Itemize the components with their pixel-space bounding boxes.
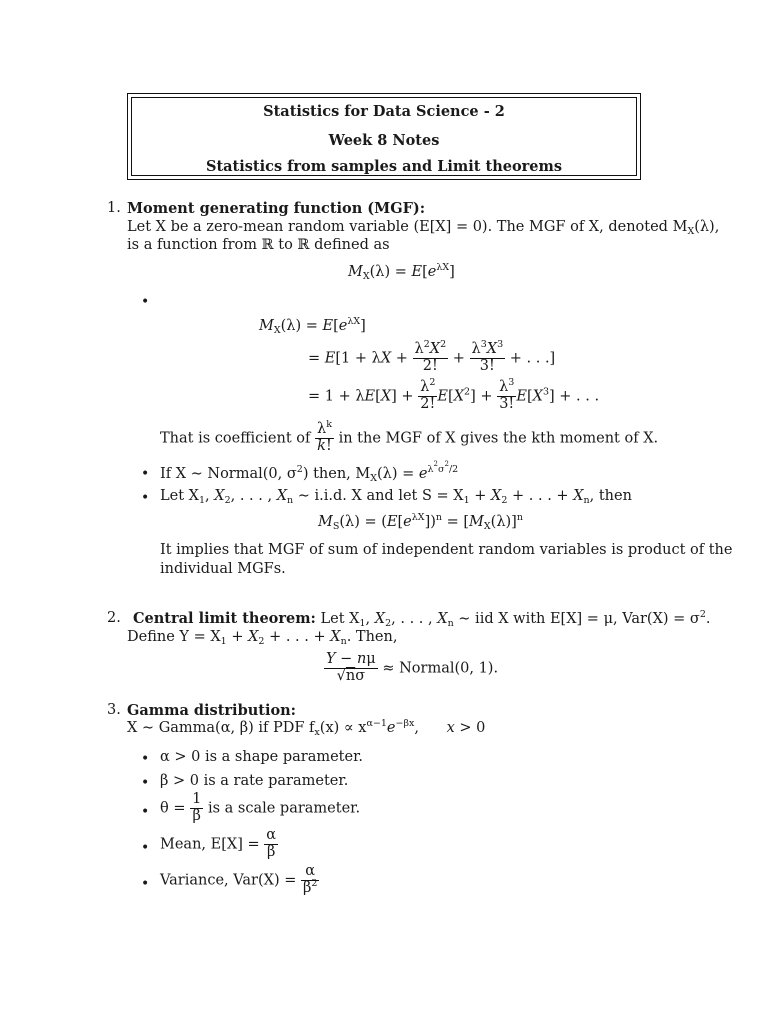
rate-parameter-bullet: β > 0 is a rate parameter.	[160, 773, 349, 789]
course-title: Statistics for Data Science - 2	[263, 103, 505, 120]
section-number-1: 1.	[107, 200, 121, 216]
bullet: •	[141, 804, 150, 820]
bullet: •	[141, 751, 150, 767]
section-number-2: 2.	[107, 610, 121, 626]
sum-note-line1: It implies that MGF of sum of independent random variables is product of the	[160, 542, 733, 558]
mean-bullet: Mean, E[X] = $\frac{\alpha}{\beta}$	[160, 827, 277, 860]
kth-moment-note: That is coefficient of $\frac{\lambda^k}{k!}$ in the MGF of X gives the kth moment of X.	[160, 419, 659, 454]
mgf-expansion-line2: = E[1 + λX + $\frac{\lambda^2X^2}{2!}$ + $\frac{\lambda^3X^3}{3!}$ + . . .]	[308, 339, 556, 374]
bullet: •	[141, 840, 150, 856]
mgf-intro-line2: is a function from ℝ to ℝ defined as	[127, 237, 390, 253]
week-title: Week 8 Notes	[328, 132, 440, 149]
section-heading-clt: Central limit theorem:	[133, 610, 316, 627]
variance-bullet: Variance, Var(X) = $\frac{\alpha}{\beta^2}$	[160, 863, 318, 896]
bullet: •	[141, 876, 150, 892]
mgf-definition-equation: $M_X(\lambda) = E[e^{\lambda X}]$	[348, 262, 455, 282]
sum-note-line2: individual MGFs.	[160, 561, 286, 577]
bullet: •	[141, 294, 150, 310]
scale-parameter-bullet: θ = $\frac{1}{\beta}$ is a scale parameter.	[160, 791, 361, 824]
iid-sum-bullet: Let $X_1$, $X_2$, . . . , $X_n$ ∼ i.i.d. X and let $S = X_1 + X_2$ + . . . + $X_n$, then	[160, 488, 632, 506]
sum-mgf-equation: $M_S(\lambda) = (E[e^{\lambda X}])^n = [M_X(\lambda)]^n$	[318, 512, 523, 532]
clt-line1: Central limit theorem: Let $X_1$, $X_2$, . . . , $X_n$ ∼ iid X with E[X] = μ, $Var(X) = \sigma^2$.	[133, 609, 711, 629]
shape-parameter-bullet: α > 0 is a shape parameter.	[160, 749, 364, 765]
gamma-definition: X ∼ Gamma(α, β) if PDF $f_x(x) \propto x^{\alpha-1}e^{-\beta x}$, x > 0	[127, 718, 486, 738]
mgf-expansion-line1: $M_X(\lambda) = E[e^{\lambda X}]$	[259, 316, 366, 336]
topic-title: Statistics from samples and Limit theorems	[205, 158, 563, 175]
normal-mgf-bullet: If X ∼ Normal(0, $\sigma^2$) then, $M_X(\lambda) = e^{\lambda^2\sigma^2/2}$	[160, 460, 459, 484]
bullet: •	[141, 775, 150, 791]
mgf-expansion-line3: = 1 + λE[X] + $\frac{\lambda^2}{2!}$ $E[X^2]$ + $\frac{\lambda^3}{3!}$ $E[X^3]$ + . . .	[308, 377, 600, 412]
mgf-intro-line1: Let X be a zero-mean random variable (E[X] = 0). The MGF of X, denoted $M_X(\lambda)$,	[127, 219, 720, 237]
section-heading-gamma: Gamma distribution:	[127, 702, 297, 719]
section-number-3: 3.	[107, 702, 121, 718]
title-box	[127, 93, 641, 180]
bullet: •	[141, 490, 150, 506]
section-heading-mgf: Moment generating function (MGF):	[127, 200, 426, 217]
clt-equation: $\frac{Y - n\mu}{√n\sigma}$ ≈ Normal(0, 1).	[326, 651, 499, 684]
clt-line2: Define $Y = X_1 + X_2$ + . . . + $X_n$. Then,	[127, 629, 398, 647]
bullet: •	[141, 466, 150, 482]
